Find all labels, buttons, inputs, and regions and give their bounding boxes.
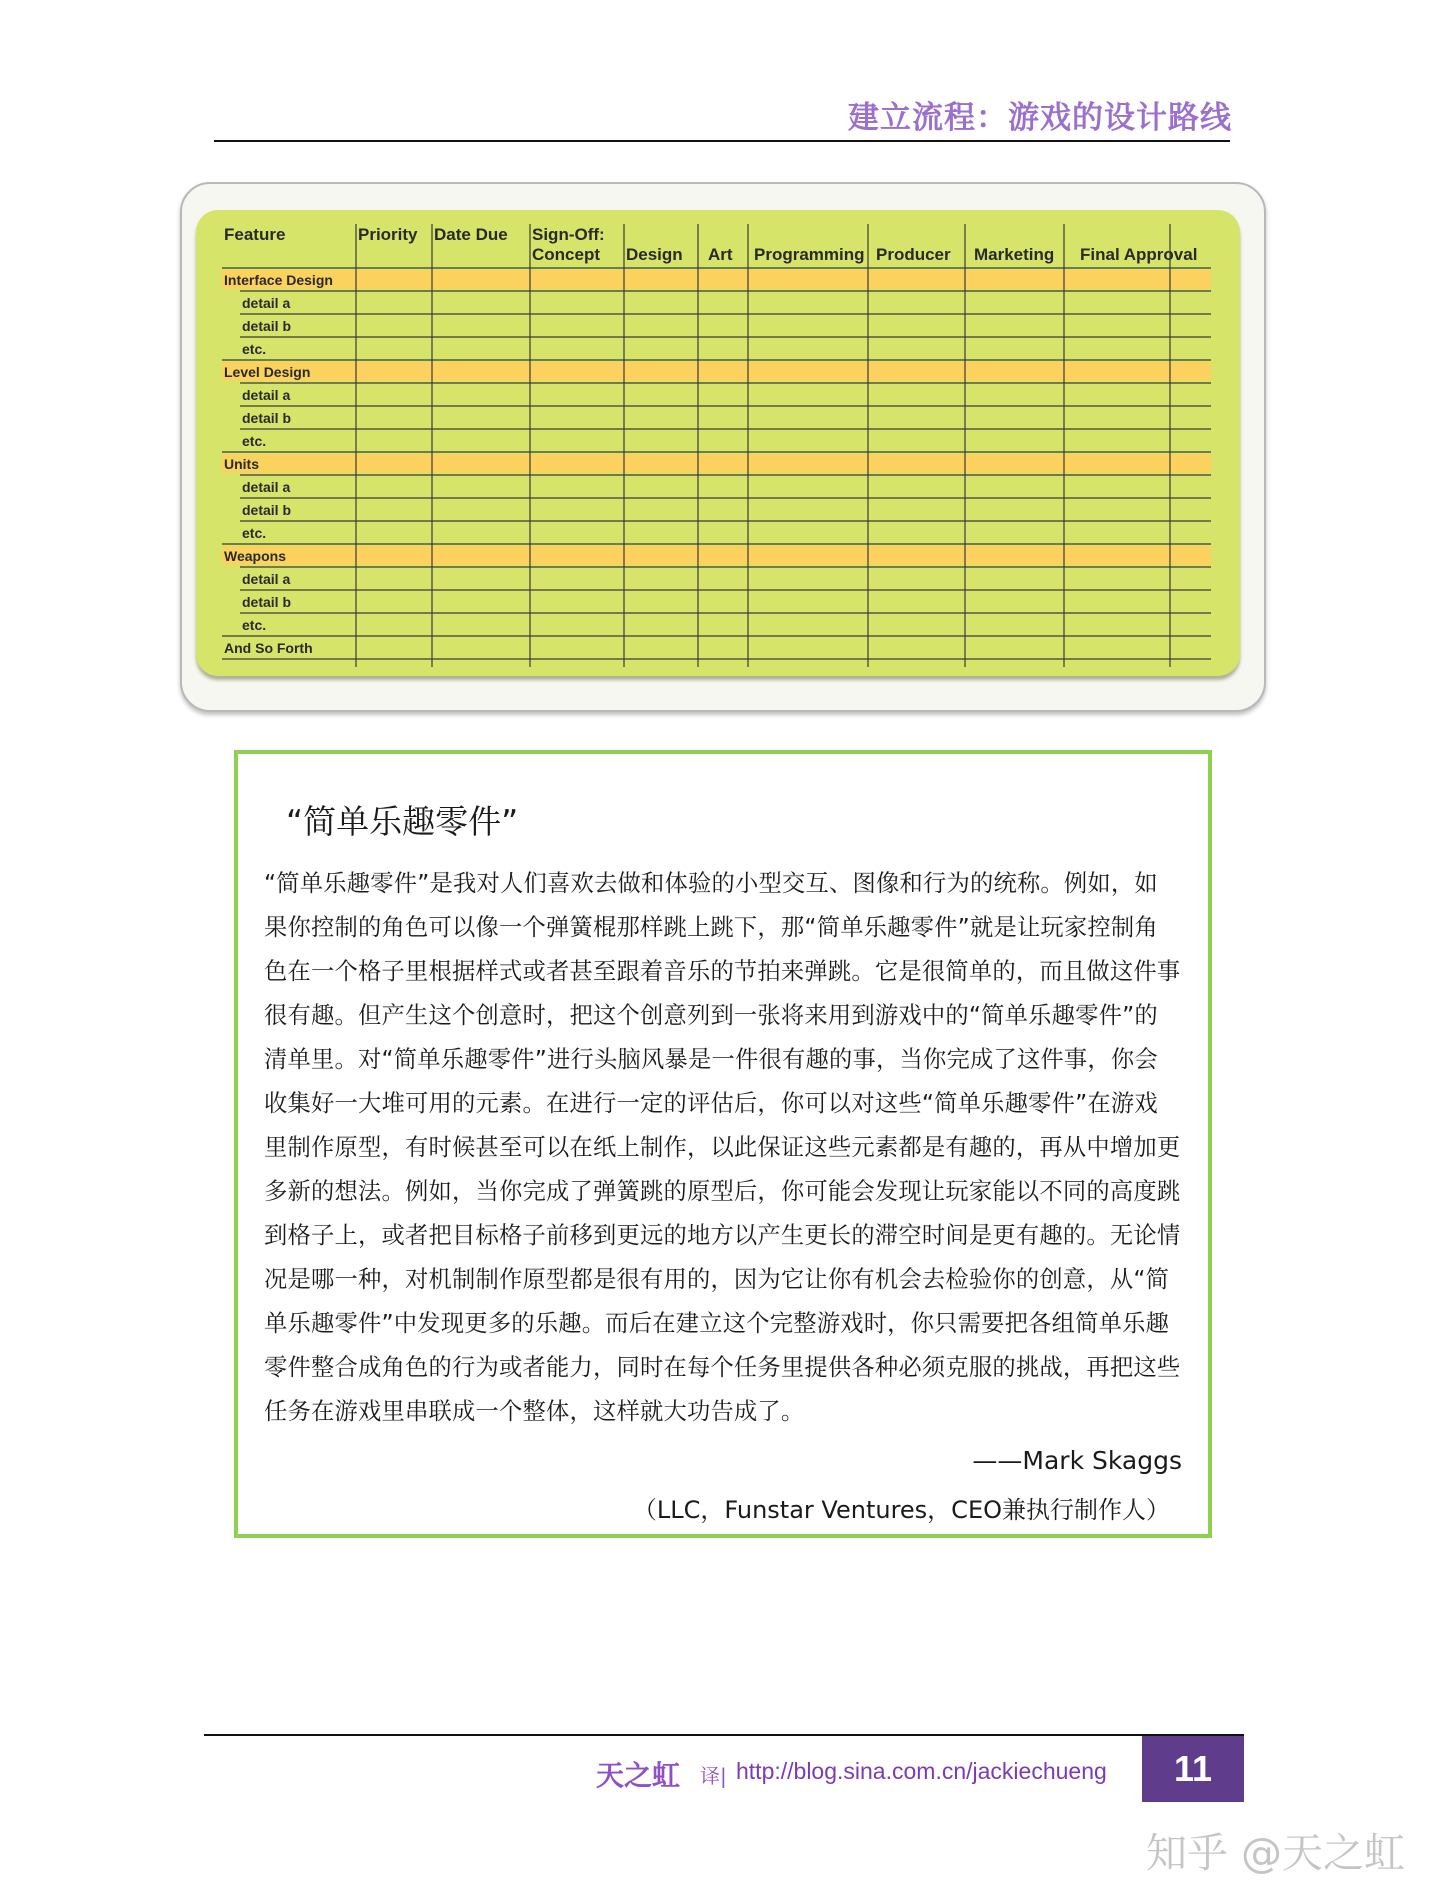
quote-line: 多新的想法。例如，当你完成了弹簧跳的原型后，你可能会发现让玩家能以不同的高度跳 — [264, 1178, 1181, 1205]
quote-line: 收集好一大堆可用的元素。在进行一定的评估后，你可以对这些“简单乐趣零件”在游戏 — [264, 1090, 1158, 1117]
row-label: detail a — [242, 571, 291, 587]
footer-translated-mark: 译| — [700, 1764, 727, 1788]
group-row-band — [222, 454, 1211, 473]
header-art: Art — [708, 245, 733, 264]
header-feature: Feature — [224, 225, 286, 244]
header-priority: Priority — [358, 225, 418, 244]
header-producer: Producer — [876, 245, 951, 264]
footer-blog-link[interactable]: http://blog.sina.com.cn/jackiechueng — [736, 1758, 1107, 1784]
row-label: detail b — [242, 594, 292, 610]
header-design: Design — [626, 245, 683, 264]
footer-rule — [204, 1734, 1244, 1736]
row-label: etc. — [242, 341, 267, 357]
header-date-due: Date Due — [434, 225, 508, 244]
header-concept: Concept — [532, 245, 600, 264]
quote-author-role: （LLC，Funstar Ventures，CEO兼执行制作人） — [632, 1496, 1170, 1524]
row-label: detail b — [242, 318, 292, 334]
quote-body — [264, 862, 1218, 1434]
page-number: 11 — [1142, 1736, 1244, 1802]
header-marketing: Marketing — [974, 245, 1055, 264]
header-programming: Programming — [754, 245, 865, 264]
row-label: detail a — [242, 387, 291, 403]
quote-title: “简单乐趣零件” — [286, 802, 519, 841]
quote-line: 很有趣。但产生这个创意时，把这个创意列到一张将来用到游戏中的“简单乐趣零件”的 — [264, 1002, 1158, 1029]
row-label: Level Design — [224, 364, 311, 380]
header-sign-off: Sign-Off: — [532, 225, 605, 244]
quote-line: “简单乐趣零件”是我对人们喜欢去做和体验的小型交互、图像和行为的统称。例如，如 — [264, 870, 1158, 897]
quote-line: 色在一个格子里根据样式或者甚至跟着音乐的节拍来弹跳。它是很简单的，而且做这件事 — [264, 958, 1181, 985]
row-label: Units — [224, 456, 259, 472]
quote-line: 零件整合成角色的行为或者能力，同时在每个任务里提供各种必须克服的挑战，再把这些 — [264, 1354, 1181, 1381]
row-label: detail a — [242, 479, 291, 495]
running-header-title: 建立流程：游戏的设计路线 — [848, 100, 1232, 136]
group-row-band — [222, 546, 1211, 565]
quote-line: 里制作原型，有时候甚至可以在纸上制作，以此保证这些元素都是有趣的，再从中增加更 — [264, 1134, 1181, 1161]
row-label: And So Forth — [224, 640, 313, 656]
row-label: detail a — [242, 295, 291, 311]
quote-line: 任务在游戏里串联成一个整体，这样就大功告成了。 — [264, 1398, 805, 1425]
zhihu-watermark: 知乎 @天之虹 — [1146, 1829, 1406, 1877]
row-label: Interface Design — [224, 272, 333, 288]
quote-line: 单乐趣零件”中发现更多的乐趣。而后在建立这个完整游戏时，你只需要把各组简单乐趣 — [264, 1310, 1170, 1337]
quote-line: 清单里。对“简单乐趣零件”进行头脑风暴是一件很有趣的事，当你完成了这件事，你会 — [264, 1046, 1158, 1073]
group-row-band — [222, 362, 1211, 381]
quote-author: ——Mark Skaggs — [972, 1446, 1182, 1475]
row-label: detail b — [242, 502, 292, 518]
row-label: etc. — [242, 433, 267, 449]
table-grid — [196, 210, 1240, 676]
quote-line: 到格子上，或者把目标格子前移到更远的地方以产生更长的滞空时间是更有趣的。无论情 — [264, 1222, 1181, 1249]
row-label: etc. — [242, 617, 267, 633]
row-label: etc. — [242, 525, 267, 541]
group-row-band — [222, 270, 1211, 289]
row-label: Weapons — [224, 548, 286, 564]
production-schedule-table — [196, 210, 1240, 676]
row-label: detail b — [242, 410, 292, 426]
quote-line: 况是哪一种，对机制制作原型都是很有用的，因为它让你有机会去检验你的创意，从“简 — [264, 1266, 1170, 1293]
header-rule — [214, 140, 1230, 142]
quote-line: 果你控制的角色可以像一个弹簧棍那样跳上跳下，那“简单乐趣零件”就是让玩家控制角 — [264, 914, 1158, 941]
footer-translator-brand: 天之虹 — [596, 1759, 681, 1792]
sidebar-quote-box — [234, 750, 1212, 1538]
header-final-approval: Final Approval — [1080, 245, 1198, 264]
